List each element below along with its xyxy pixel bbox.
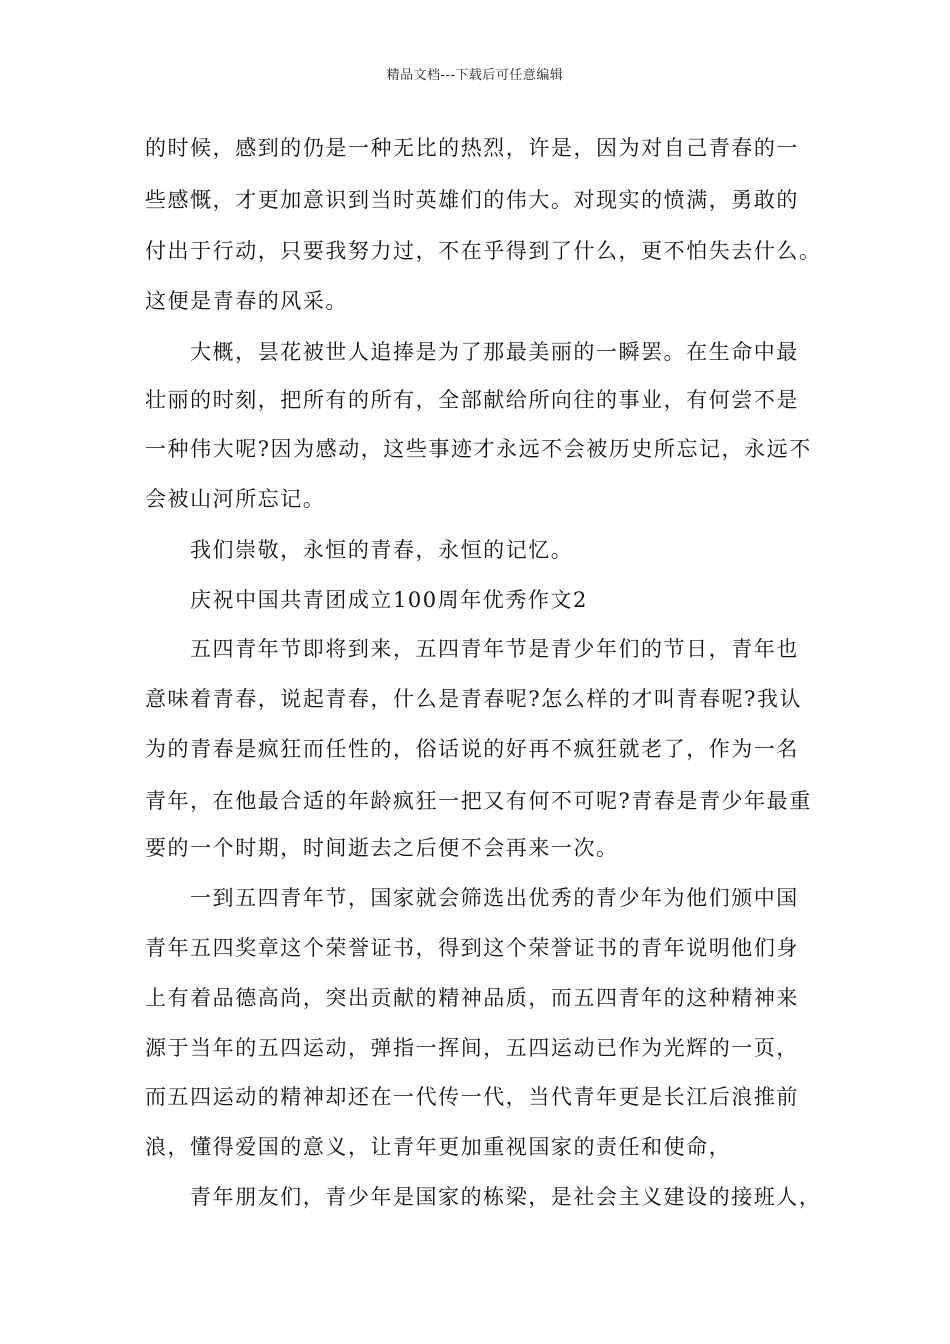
text-line: 的时候，感到的仍是一种无比的热烈，许是，因为对自己青春的一 [145, 136, 799, 160]
text-line: 源于当年的五四运动，弹指一挥间，五四运动已作为光辉的一页， [145, 1036, 799, 1060]
text-line: 而五四运动的精神却还在一代传一代，当代青年更是长江后浪推前 [145, 1085, 799, 1109]
page-header: 精品文档---下载后可任意编辑 [386, 68, 564, 83]
text-line: 意味着青春，说起青春，什么是青春呢?怎么样的才叫青春呢?我认 [145, 687, 803, 711]
text-line: 一到五四青年节，国家就会筛选出优秀的青少年为他们颁中国 [190, 886, 799, 910]
text-line: 五四青年节即将到来，五四青年节是青少年们的节日，青年也 [190, 637, 799, 661]
text-line: 些感慨，才更加意识到当时英雄们的伟大。对现实的愤满，勇敢的 [145, 188, 799, 212]
text-line: 一种伟大呢?因为感动，这些事迹才永远不会被历史所忘记，永远不 [145, 437, 812, 461]
text-line: 这便是青春的风采。 [145, 289, 348, 313]
text-line: 青年朋友们，青少年是国家的栋梁，是社会主义建设的接班人， [190, 1185, 822, 1209]
text-line: 为的青春是疯狂而任性的，俗话说的好再不疯狂就老了，作为一名 [145, 737, 799, 761]
text-line: 上有着品德高尚，突出贡献的精神品质，而五四青年的这种精神来 [145, 986, 799, 1010]
text-line: 付出于行动，只要我努力过，不在乎得到了什么，更不怕失去什么。 [145, 239, 822, 263]
text-line: 大概，昙花被世人追捧是为了那最美丽的一瞬罢。在生命中最 [190, 340, 799, 364]
text-line: 会被山河所忘记。 [145, 487, 326, 511]
text-line: 我们崇敬，永恒的青春，永恒的记忆。 [190, 538, 574, 562]
text-line: 要的一个时期，时间逝去之后便不会再来一次。 [145, 836, 619, 860]
text-line: 青年，在他最合适的年龄疯狂一把又有何不可呢?青春是青少年最重 [145, 789, 812, 813]
text-line: 壮丽的时刻，把所有的所有，全部献给所向往的事业，有何尝不是 [145, 388, 799, 412]
text-line: 青年五四奖章这个荣誉证书，得到这个荣誉证书的青年说明他们身 [145, 936, 799, 960]
section-title: 庆祝中国共青团成立100周年优秀作文2 [190, 588, 588, 612]
text-line: 浪，懂得爱国的意义，让青年更加重视国家的责任和使命， [145, 1135, 732, 1159]
